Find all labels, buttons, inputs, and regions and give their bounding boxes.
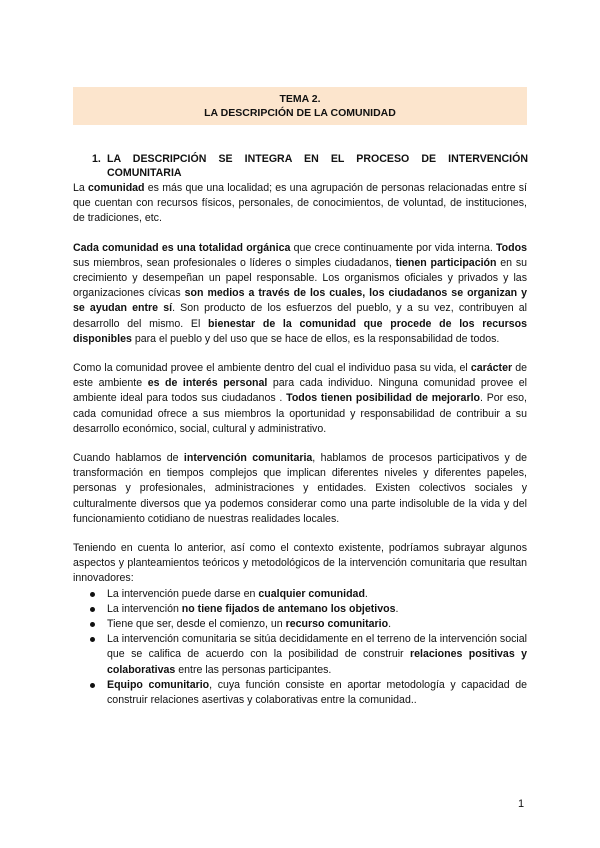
bold-text: recurso comunitario <box>285 618 389 631</box>
document-body <box>73 181 527 708</box>
section-heading-line-1 <box>92 152 528 166</box>
text: . <box>364 587 368 600</box>
list-item <box>107 678 527 708</box>
list-item <box>107 587 527 602</box>
page-number: 1 <box>518 798 525 810</box>
text: . <box>395 602 399 615</box>
section-heading-line-2: COMUNITARIA <box>107 167 182 179</box>
text: La intervención <box>107 602 182 615</box>
text: . <box>388 618 392 631</box>
bold-text: Todos <box>496 241 527 254</box>
bullet-list <box>73 587 527 709</box>
bold-text: tienen participación <box>395 256 497 269</box>
text: para el pueblo y del uso que se hace de ellos, es la responsabilidad de todos. <box>131 332 500 345</box>
text: Teniendo en cuenta lo anterior, así como el contexto existente, podríamos subrayar algunos aspectos y planteamientos teóricos y metodológicos de la intervención comunitaria que resultan innovadores: <box>73 542 527 585</box>
text: La <box>73 182 89 194</box>
bold-text: Cada comunidad es una totalidad orgánica <box>73 241 291 254</box>
text: sus miembros, sean profesionales o líderes o simples ciudadanos, <box>73 256 396 269</box>
text: . Por eso, cada comunidad ofrece a sus miembros la oportunidad y responsabilidad de contribuir a su desarrollo económico, social, cultural y administrativo. <box>73 392 527 435</box>
text: Tiene que ser, desde el comienzo, un <box>107 618 286 631</box>
text: entre las personas participantes. <box>175 663 332 676</box>
title-line-2: LA DESCRIPCIÓN DE LA COMUNIDAD <box>204 107 396 119</box>
text: de este ambiente <box>73 362 528 390</box>
bold-text: Todos tienen posibilidad de mejorarlo <box>286 392 480 405</box>
paragraph-4 <box>73 451 527 527</box>
paragraph-2 <box>73 241 527 347</box>
paragraph-5 <box>73 541 527 587</box>
bold-text: es de interés personal <box>147 377 268 390</box>
text: para cada individuo. Ninguna comunidad provee el ambiente ideal para todos sus ciudadanos . <box>73 377 527 405</box>
text: , hablamos de procesos participativos y de transformación en tiempos complejos que implican diferentes niveles y diferentes papeles, personas y profesionales, administraciones y entidades. Existen colectivos sociales y culturalmente diversos que ya podemos considerar como una parte indisoluble de la vida y del funcionamiento cotidiano de nuestras realidades locales. <box>73 452 527 525</box>
bold-text: son medios a través de los cuales, los ciudadanos se organizan y se ayudan entre sí <box>73 287 527 315</box>
bold-text: comunidad <box>88 182 145 194</box>
text: que crece continuamente por vida interna. <box>290 241 496 254</box>
text: La intervención puede darse en <box>107 587 259 600</box>
text: Cuando hablamos de <box>73 452 184 465</box>
bold-text: cualquier comunidad <box>258 587 365 600</box>
bold-text: bienestar de la comunidad que procede de los recursos disponibles <box>73 317 527 345</box>
title-line-1: TEMA 2. <box>279 93 321 105</box>
paragraph-1 <box>73 181 527 227</box>
title-banner <box>73 87 527 125</box>
text: es más que una localidad; es una agrupación de personas relacionadas entre sí que cuentan con recursos físicos, personales, de conocimientos, de voluntad, de instituciones, de tradiciones, etc. <box>73 182 527 225</box>
section-heading <box>92 152 528 180</box>
bold-text: relaciones positivas y colaborativas <box>107 648 527 676</box>
list-item <box>107 632 527 678</box>
bold-text: no tiene fijados de antemano los objetivos <box>181 602 396 615</box>
bold-text: intervención comunitaria <box>183 452 313 465</box>
bold-text: Equipo comunitario <box>107 678 210 691</box>
text: , cuya función consiste en aportar metodología y capacidad de construir relaciones asertivas y colaborativas entre la comunidad.. <box>107 678 527 707</box>
section-number: 1. <box>92 153 101 165</box>
section-heading-text-1: LA DESCRIPCIÓN SE INTEGRA EN EL PROCESO DE INTERVENCIÓN <box>107 153 528 165</box>
text: Como la comunidad provee el ambiente dentro del cual el individuo pasa su vida, el <box>73 362 471 375</box>
list-item <box>107 602 527 617</box>
paragraph-3 <box>73 361 527 437</box>
text: . Son producto de los esfuerzos del pueblo, y a su vez, contribuyen al desarrollo del mismo. El <box>73 302 527 330</box>
bold-text: carácter <box>470 362 513 375</box>
text: en su crecimiento y desempeñan un papel responsable. Los organismos oficiales y privados y las organizaciones cívicas <box>73 256 528 300</box>
text: La intervención comunitaria se sitúa decididamente en el terreno de la intervención social que se califica de acuerdo con la posibilidad de construir <box>107 633 527 661</box>
list-item <box>107 617 527 632</box>
